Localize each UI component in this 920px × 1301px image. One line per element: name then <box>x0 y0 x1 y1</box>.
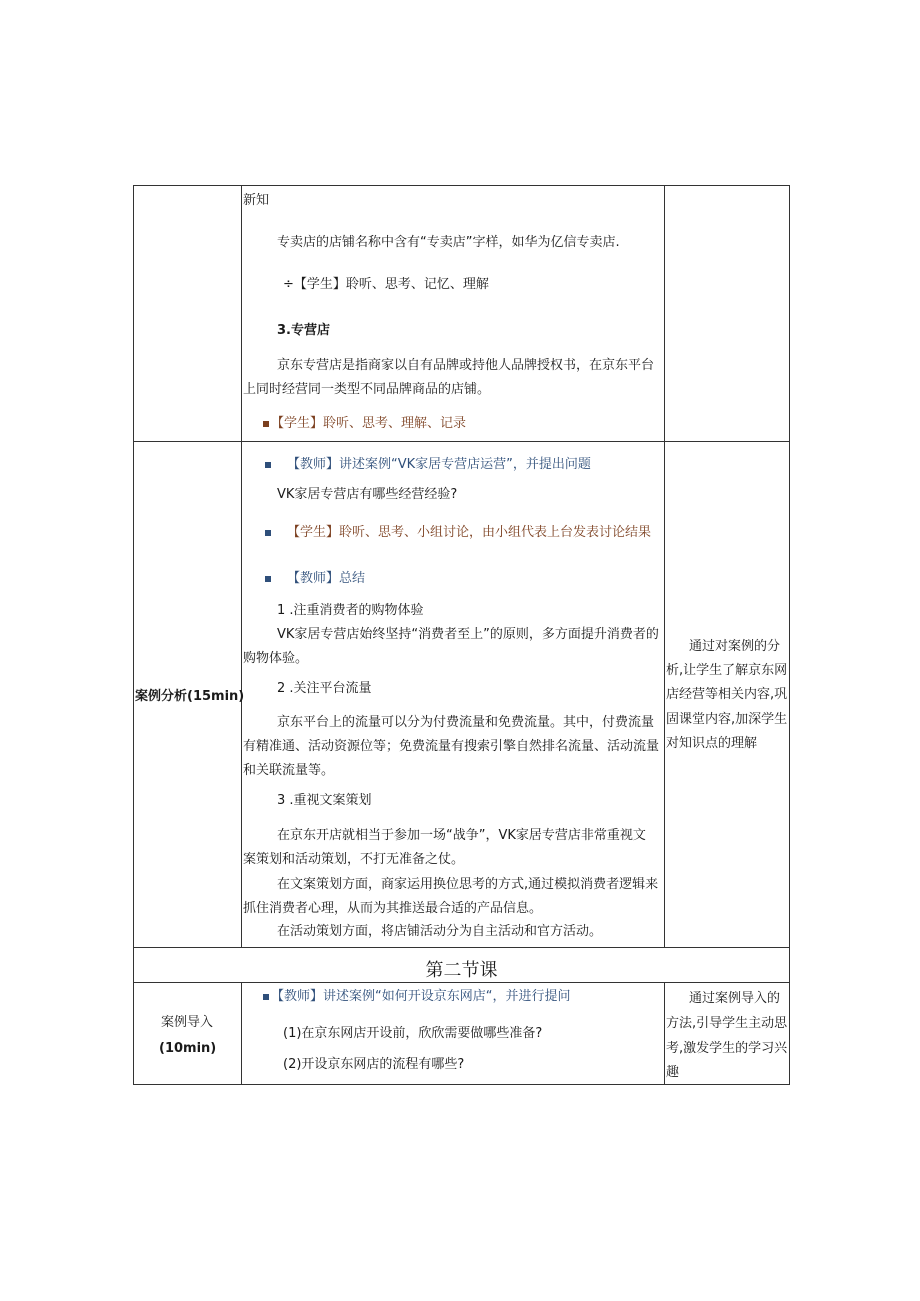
point2-line-1: 京东平台上的流量可以分为付费流量和免费流量。其中，付费流量 <box>277 715 655 730</box>
intro-purpose-line-4: 趣 <box>666 1065 680 1080</box>
case-analysis-label: 案例分析(15min) <box>135 689 245 704</box>
point3-line-3: 在文案策划方面，商家运用换位思考的方式,通过模拟消费者逻辑来 <box>277 877 659 892</box>
case-intro-label: 案例导入 <box>161 1015 214 1030</box>
square-bullet-icon <box>263 421 269 427</box>
teacher-case-intro <box>265 457 591 473</box>
student-activity-a: ÷【学生】聆听、思考、记忆、理解 <box>283 277 489 292</box>
teacher-summary-text: 【教师】总结 <box>287 571 366 586</box>
teacher-summary <box>265 571 365 587</box>
table-row-divider-3 <box>133 982 790 983</box>
specialized-desc-line-1: 京东专营店是指商家以自有品牌或持他人品牌授权书，在京东平台 <box>277 358 655 373</box>
teacher-case-question <box>263 989 570 1005</box>
point3-line-2: 案策划和活动策划，不打无准备之仗。 <box>243 852 465 867</box>
specialized-desc-line-2: 上同时经营同一类型不同品牌商品的店铺。 <box>243 382 491 397</box>
point3-line-1: 在京东开店就相当于参加一场“战争”，VK家居专营店非常重视文 <box>277 828 646 843</box>
intro-question-1: (1)在京东网店开设前，欣欣需要做哪些准备? <box>283 1026 543 1041</box>
case-question: VK家居专营店有哪些经营经验? <box>277 487 458 502</box>
teacher-case-question-text: 【教师】讲述案例“如何开设京东网店“，并进行提问 <box>271 989 571 1004</box>
student-activity-b-text: 【学生】聆听、思考、理解、记录 <box>271 416 467 431</box>
specialty-store-text: 专卖店的店铺名称中含有“专卖店”字样，如华为亿信专卖店. <box>277 235 620 250</box>
student-discussion <box>265 525 651 541</box>
table-border-right <box>789 185 790 1085</box>
point2-title: 2 .关注平台流量 <box>277 681 372 696</box>
lesson-plan-table <box>133 185 790 1085</box>
student-activity-b <box>263 416 466 432</box>
continuation-label: 新知 <box>243 193 270 208</box>
table-divider-label <box>241 185 242 947</box>
point2-line-3: 和关联流量等。 <box>243 763 335 778</box>
purpose-line-5: 对知识点的理解 <box>666 736 758 751</box>
table-border-left <box>133 185 134 1085</box>
section-title: 第二节课 <box>425 960 498 981</box>
point3-line-5: 在活动策划方面，将店铺活动分为自主活动和官方活动。 <box>277 924 603 939</box>
table-divider-label-bottom <box>241 982 242 1085</box>
purpose-line-1: 通过对案例的分 <box>689 639 781 654</box>
intro-purpose-line-3: 考,激发学生的学习兴 <box>666 1041 788 1056</box>
purpose-line-2: 析,让学生了解京东网 <box>666 663 788 678</box>
square-bullet-icon <box>265 530 271 536</box>
student-discussion-text: 【学生】聆听、思考、小组讨论，由小组代表上台发表讨论结果 <box>287 525 652 540</box>
table-border-bottom <box>133 1084 790 1085</box>
square-bullet-icon <box>263 994 269 1000</box>
purpose-line-3: 店经营等相关内容,巩 <box>666 687 788 702</box>
point1-line-2: 购物体验。 <box>243 651 309 666</box>
intro-question-2: (2)开设京东网店的流程有哪些? <box>283 1057 465 1072</box>
point1-line-1: VK家居专营店始终坚持“消费者至上”的原则，多方面提升消费者的 <box>277 627 659 642</box>
point2-line-2: 有精准通、活动资源位等；免费流量有搜索引擎自然排名流量、活动流量 <box>243 739 660 754</box>
point3-line-4: 抓住消费者心理，从而为其推送最合适的产品信息。 <box>243 901 543 916</box>
table-row-divider-2 <box>133 947 790 948</box>
point3-title: 3 .重视文案策划 <box>277 793 372 808</box>
table-divider-purpose-bottom <box>664 982 665 1085</box>
intro-purpose-line-1: 通过案例导入的 <box>689 991 781 1006</box>
point1-title: 1 .注重消费者的购物体验 <box>277 603 424 618</box>
case-intro-duration: (10min) <box>159 1041 217 1056</box>
heading-specialized-store: 3.专营店 <box>277 323 330 338</box>
intro-purpose-line-2: 方法,引导学生主动思 <box>666 1016 788 1031</box>
purpose-line-4: 固课堂内容,加深学生 <box>666 712 788 727</box>
table-row-divider-1 <box>133 441 790 442</box>
teacher-case-intro-text: 【教师】讲述案例“VK家居专营店运营”，并提出问题 <box>287 457 591 472</box>
square-bullet-icon <box>265 462 271 468</box>
table-border-top <box>133 185 790 186</box>
table-divider-purpose <box>664 185 665 947</box>
square-bullet-icon <box>265 576 271 582</box>
